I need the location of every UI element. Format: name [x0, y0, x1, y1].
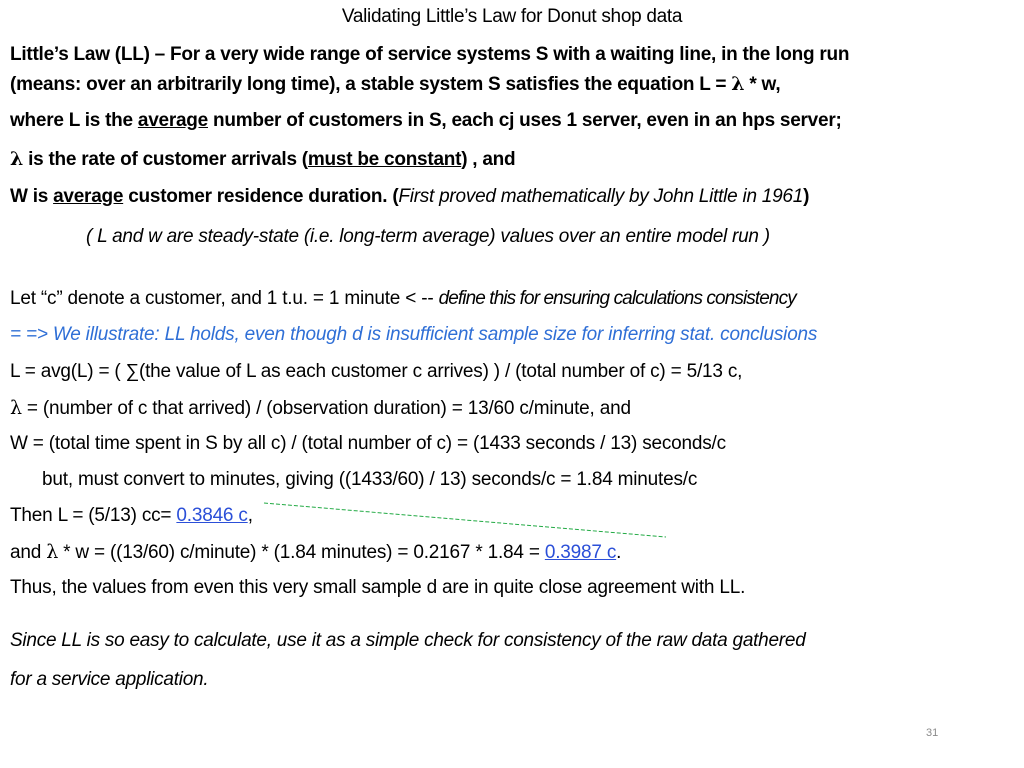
result-connector-line: [264, 503, 666, 537]
ll-definition-line-1: Little’s Law (LL) – For a very wide range of service systems S with a waiting line, in the long run: [10, 44, 850, 65]
ll-line-4-text: is the rate of customer arrivals (: [23, 149, 308, 170]
ll-line-5-mid: customer residence duration. (: [123, 186, 399, 207]
lambda-symbol: λ: [731, 73, 745, 95]
L-result-link[interactable]: 0.3846 c: [176, 505, 248, 526]
since-line-1: Since LL is so easy to calculate, use it as a simple check for consistency of the raw data gathered: [10, 630, 806, 651]
lambda-w-result-link[interactable]: 0.3987 c: [544, 542, 617, 563]
ll-line-3-underlined: average: [137, 110, 208, 131]
W-duration-line: W = (total time spent in S by all c) / (total number of c) = (1433 seconds / 13) seconds/c: [10, 433, 726, 454]
lambda-rate-text: = (number of c that arrived) / (observation duration) = 13/60 c/minute, and: [21, 398, 631, 419]
customer-definition-text: Let “c” denote a customer, and 1 t.u. = 1 minute < --: [10, 288, 439, 309]
and-text: and: [10, 542, 47, 563]
then-L-end: ,: [247, 505, 253, 526]
lambda-times-w-end: .: [616, 542, 622, 563]
ll-line-3-text: where L is the: [10, 110, 138, 131]
page-number: 31: [926, 727, 939, 739]
ll-line-5-end: ): [803, 186, 810, 207]
ll-line-5-text: W is: [10, 186, 54, 207]
lambda-times-w-text: * w = ((13/60) c/minute) * (1.84 minutes) = 0.2167 * 1.84 =: [58, 542, 545, 563]
conclusion-line: Thus, the values from even this very small sample d are in quite close agreement with LL.: [10, 577, 746, 598]
ll-line-2-end: * w,: [744, 74, 781, 95]
lambda-symbol: λ: [46, 541, 59, 563]
ll-line-4-underlined: must be constant: [307, 149, 462, 170]
slide-title: Validating Little’s Law for Donut shop data: [341, 6, 683, 27]
illustrate-line: = => We illustrate: LL holds, even though d is insufficient sample size for inferring stat. conclusions: [10, 324, 818, 345]
lambda-symbol: λ: [10, 148, 24, 170]
ll-line-5-underlined: average: [53, 186, 124, 207]
minutes-conversion-line: but, must convert to minutes, giving ((1433/60) / 13) seconds/c = 1.84 minutes/c: [42, 469, 698, 490]
consistency-note: define this for ensuring calculations consistency: [438, 288, 796, 309]
since-line-2: for a service application.: [10, 669, 209, 690]
ll-line-4-end: ) , and: [461, 149, 516, 170]
ll-line-2-text: (means: over an arbitrarily long time), a stable system S satisfies the equation L =: [10, 74, 732, 95]
then-L-text: Then L = (5/13) cc=: [10, 505, 177, 526]
L-average-line: L = avg(L) = ( ∑(the value of L as each customer c arrives) ) / (total number of c) = 5/13 c,: [10, 361, 743, 382]
ll-line-3-end: number of customers in S, each cj uses 1 server, even in an hps server;: [207, 110, 842, 131]
ll-line-5-italic: First proved mathematically by John Little in 1961: [398, 186, 804, 207]
lambda-symbol: λ: [10, 397, 22, 419]
steady-state-note: ( L and w are steady-state (i.e. long-term average) values over an entire model run ): [86, 226, 770, 247]
